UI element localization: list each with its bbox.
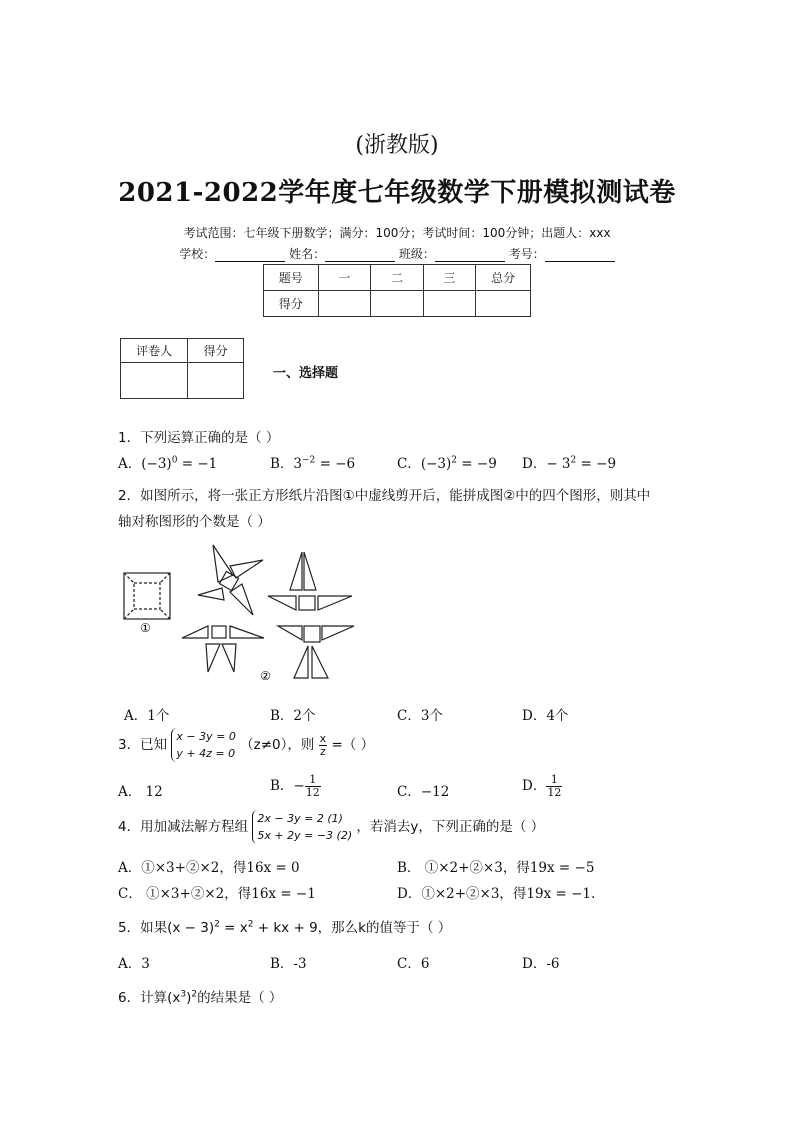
student-fields (0, 245, 794, 262)
q2-option-b: B．2个 (270, 708, 316, 724)
q1-option-a: A．$(-3)^0 = -1$ (118, 455, 218, 472)
figure-1-square (124, 573, 170, 619)
question-2-stem: 2．如图所示，将一张正方形纸片沿图①中虚线剪开后，能拼成图②中的四个图形，则其中 (118, 488, 651, 504)
page-title: 2021-2022学年度七年级数学下册模拟测试卷 (118, 178, 676, 208)
name-label: 姓名： (289, 247, 326, 261)
exam-no-field[interactable] (545, 249, 615, 262)
question-2-figure (118, 540, 363, 685)
q5-option-b: B．-3 (270, 956, 307, 972)
q4-option-c: C． ①×3+②×2，得16x = −1 (118, 886, 316, 902)
school-field[interactable] (215, 249, 285, 262)
figure-2-tower (278, 626, 354, 678)
q5-option-c: C．6 (397, 956, 430, 972)
q3-option-c: C．−12 (397, 784, 450, 800)
q2-option-c: C．3个 (397, 708, 443, 724)
score-cell[interactable] (318, 291, 371, 317)
q1-option-c: C．$(-3)^2 = -9$ (397, 455, 497, 472)
equation-system: 2x − 3y = 2 (1) 5x + 2y = −3 (2) (252, 810, 352, 844)
fraction: $\frac{x}{z}$ (319, 731, 327, 758)
name-field[interactable] (325, 249, 395, 262)
grader-header: 评卷人 (121, 339, 188, 363)
score-row-label: 得分 (264, 291, 319, 317)
score-header: 三 (423, 265, 476, 291)
figure-2-label: ② (260, 669, 271, 683)
q3-option-a: A． 12 (118, 784, 163, 800)
grader-header: 得分 (188, 339, 244, 363)
grader-cell[interactable] (121, 363, 188, 399)
edition-label: (浙教版) (355, 133, 439, 158)
figure-2-arrow (268, 552, 352, 610)
class-label: 班级： (398, 247, 435, 261)
q4-option-a: A．①×3+②×2，得16x = 0 (118, 860, 300, 876)
grader-cell[interactable] (188, 363, 244, 399)
section-title: 一、选择题 (273, 366, 339, 381)
score-cell[interactable] (423, 291, 476, 317)
school-label: 学校： (179, 247, 216, 261)
q4-option-b: B． ①×2+②×3，得19x = −5 (397, 860, 595, 876)
question-6-stem: 6．计算$(x^3)^2$的结果是（ ） (118, 989, 283, 1006)
q2-option-d: D．4个 (522, 708, 569, 724)
q3-option-d: D． $\frac{1}{12}$ (522, 773, 562, 799)
score-header: 一 (318, 265, 371, 291)
question-3-stem: 3．已知 x − 3y = 0 y + 4z = 0 （z≠0），则 $\frac{x}{z}$ =（ ） (118, 730, 375, 760)
question-5-stem: 5．如果$(x - 3)^2 = x^2$ + kx + 9，那么k的值等于（ ） (118, 919, 452, 936)
score-header: 题号 (264, 265, 319, 291)
figure-2-house (182, 626, 264, 672)
figure-2-pinwheel (198, 545, 263, 615)
score-header: 总分 (476, 265, 531, 291)
q4-option-d: D．①×2+②×3，得19x = −1. (397, 886, 596, 902)
equation-system: x − 3y = 0 y + 4z = 0 (171, 728, 235, 762)
score-table (263, 264, 531, 317)
q5-option-d: D．-6 (522, 956, 560, 972)
exam-no-label: 考号： (508, 247, 545, 261)
score-cell[interactable] (371, 291, 424, 317)
q3-option-b: B．− $\frac{1}{12}$ (270, 773, 320, 799)
exam-info: 考试范围：七年级下册数学；满分：100分；考试时间：100分钟；出题人：xxx (183, 226, 611, 240)
question-4-stem: 4．用加减法解方程组 2x − 3y = 2 (1) 5x + 2y = −3 (2) ，若消去y，下列正确的是（ ） (118, 812, 545, 842)
class-field[interactable] (435, 249, 505, 262)
q5-option-a: A．3 (118, 956, 150, 972)
question-1-stem: 1．下列运算正确的是（ ） (118, 430, 280, 446)
grader-table (120, 338, 244, 399)
q1-option-b: B．$3^{-2} = -6$ (270, 455, 356, 472)
q2-option-a: A．1个 (124, 708, 170, 724)
q1-option-d: D．− $3^2 = -9$ (522, 455, 617, 472)
score-cell[interactable] (476, 291, 531, 317)
question-2-stem-cont: 轴对称图形的个数是（ ） (118, 514, 271, 530)
figure-1-label: ① (140, 621, 151, 635)
score-header: 二 (371, 265, 424, 291)
